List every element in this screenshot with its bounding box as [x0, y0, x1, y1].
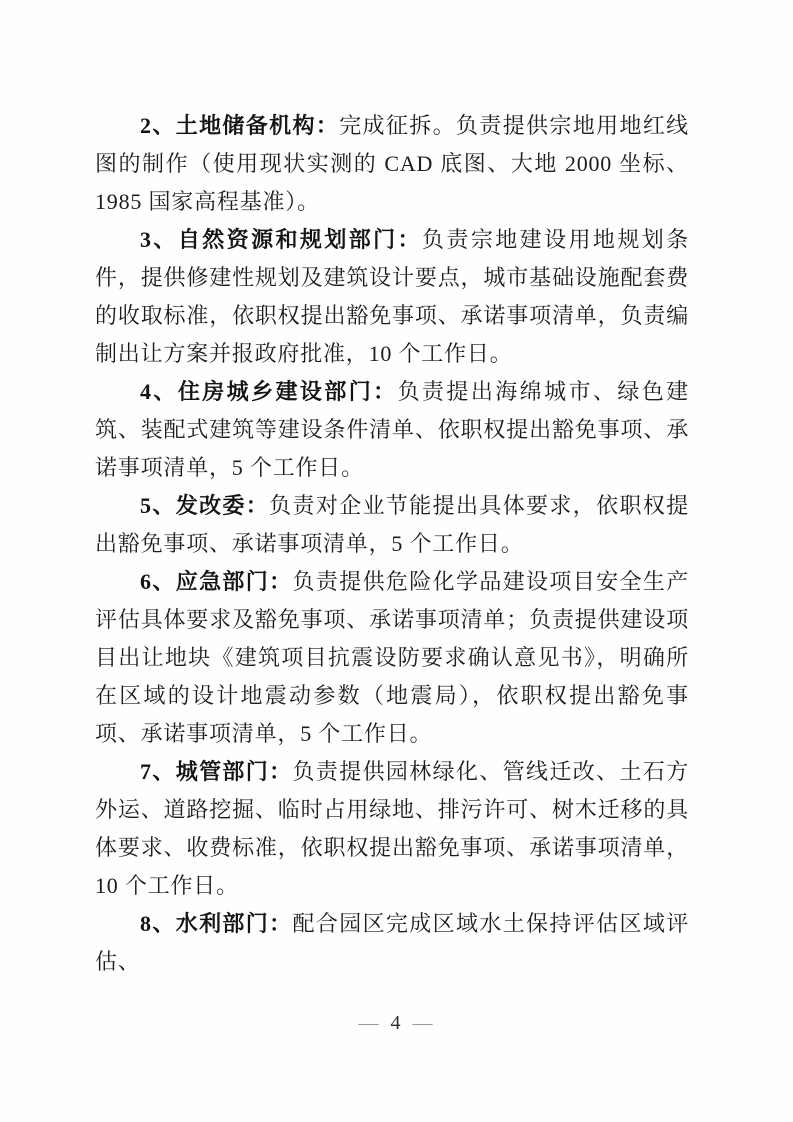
paragraph-water-conservancy-department-heading: 8、水利部门：	[140, 911, 293, 936]
paragraph-land-reserve-text: 完成征拆。负责提供宗地用地红线图的制作（使用现状实测的 CAD 底图、大地 2000 坐标、1985 国家高程基准）。	[95, 113, 689, 214]
paragraph-water-conservancy-department	[95, 905, 689, 981]
page-footer	[0, 1012, 793, 1035]
paragraph-urban-management-department-text: 负责提供园林绿化、管线迁改、土石方外运、道路挖掘、临时占用绿地、排污许可、树木迁移的具体要求、收费标准，依职权提出豁免事项、承诺事项清单，10 个工作日。	[95, 759, 689, 898]
paragraph-development-reform-commission-heading: 5、发改委：	[140, 493, 270, 518]
document-body	[95, 107, 689, 981]
paragraph-urban-management-department	[95, 753, 689, 905]
page-number: 4	[390, 1012, 403, 1034]
footer-left-dash: —	[358, 1012, 381, 1034]
paragraph-housing-urban-rural-construction	[95, 373, 689, 487]
paragraph-housing-urban-rural-construction-text: 负责提出海绵城市、绿色建筑、装配式建筑等建设条件清单、依职权提出豁免事项、承诺事项清单，5 个工作日。	[95, 379, 689, 480]
paragraph-water-conservancy-department-text: 配合园区完成区域水土保持评估区域评估、	[95, 911, 689, 974]
footer-right-dash: —	[412, 1012, 435, 1034]
paragraph-emergency-department-heading: 6、应急部门：	[140, 569, 293, 594]
paragraph-emergency-department-text: 负责提供危险化学品建设项目安全生产评估具体要求及豁免事项、承诺事项清单；负责提供建设项目出让地块《建筑项目抗震设防要求确认意见书》，明确所在区域的设计地震动参数（地震局），依职权提出豁免事项、承诺事项清单，5 个工作日。	[95, 569, 689, 746]
paragraph-housing-urban-rural-construction-heading: 4、住房城乡建设部门：	[140, 379, 398, 404]
paragraph-urban-management-department-heading: 7、城管部门：	[140, 759, 293, 784]
paragraph-development-reform-commission-text: 负责对企业节能提出具体要求，依职权提出豁免事项、承诺事项清单，5 个工作日。	[95, 493, 689, 556]
paragraph-emergency-department	[95, 563, 689, 753]
paragraph-land-reserve	[95, 107, 689, 221]
paragraph-land-reserve-heading: 2、土地储备机构：	[140, 113, 340, 138]
paragraph-natural-resources-planning-heading: 3、自然资源和规划部门：	[140, 227, 423, 252]
paragraph-development-reform-commission	[95, 487, 689, 563]
paragraph-natural-resources-planning-text: 负责宗地建设用地规划条件，提供修建性规划及建筑设计要点，城市基础设施配套费的收取标准，依职权提出豁免事项、承诺事项清单，负责编制出让方案并报政府批准，10 个工作日。	[95, 227, 689, 366]
paragraph-natural-resources-planning	[95, 221, 689, 373]
